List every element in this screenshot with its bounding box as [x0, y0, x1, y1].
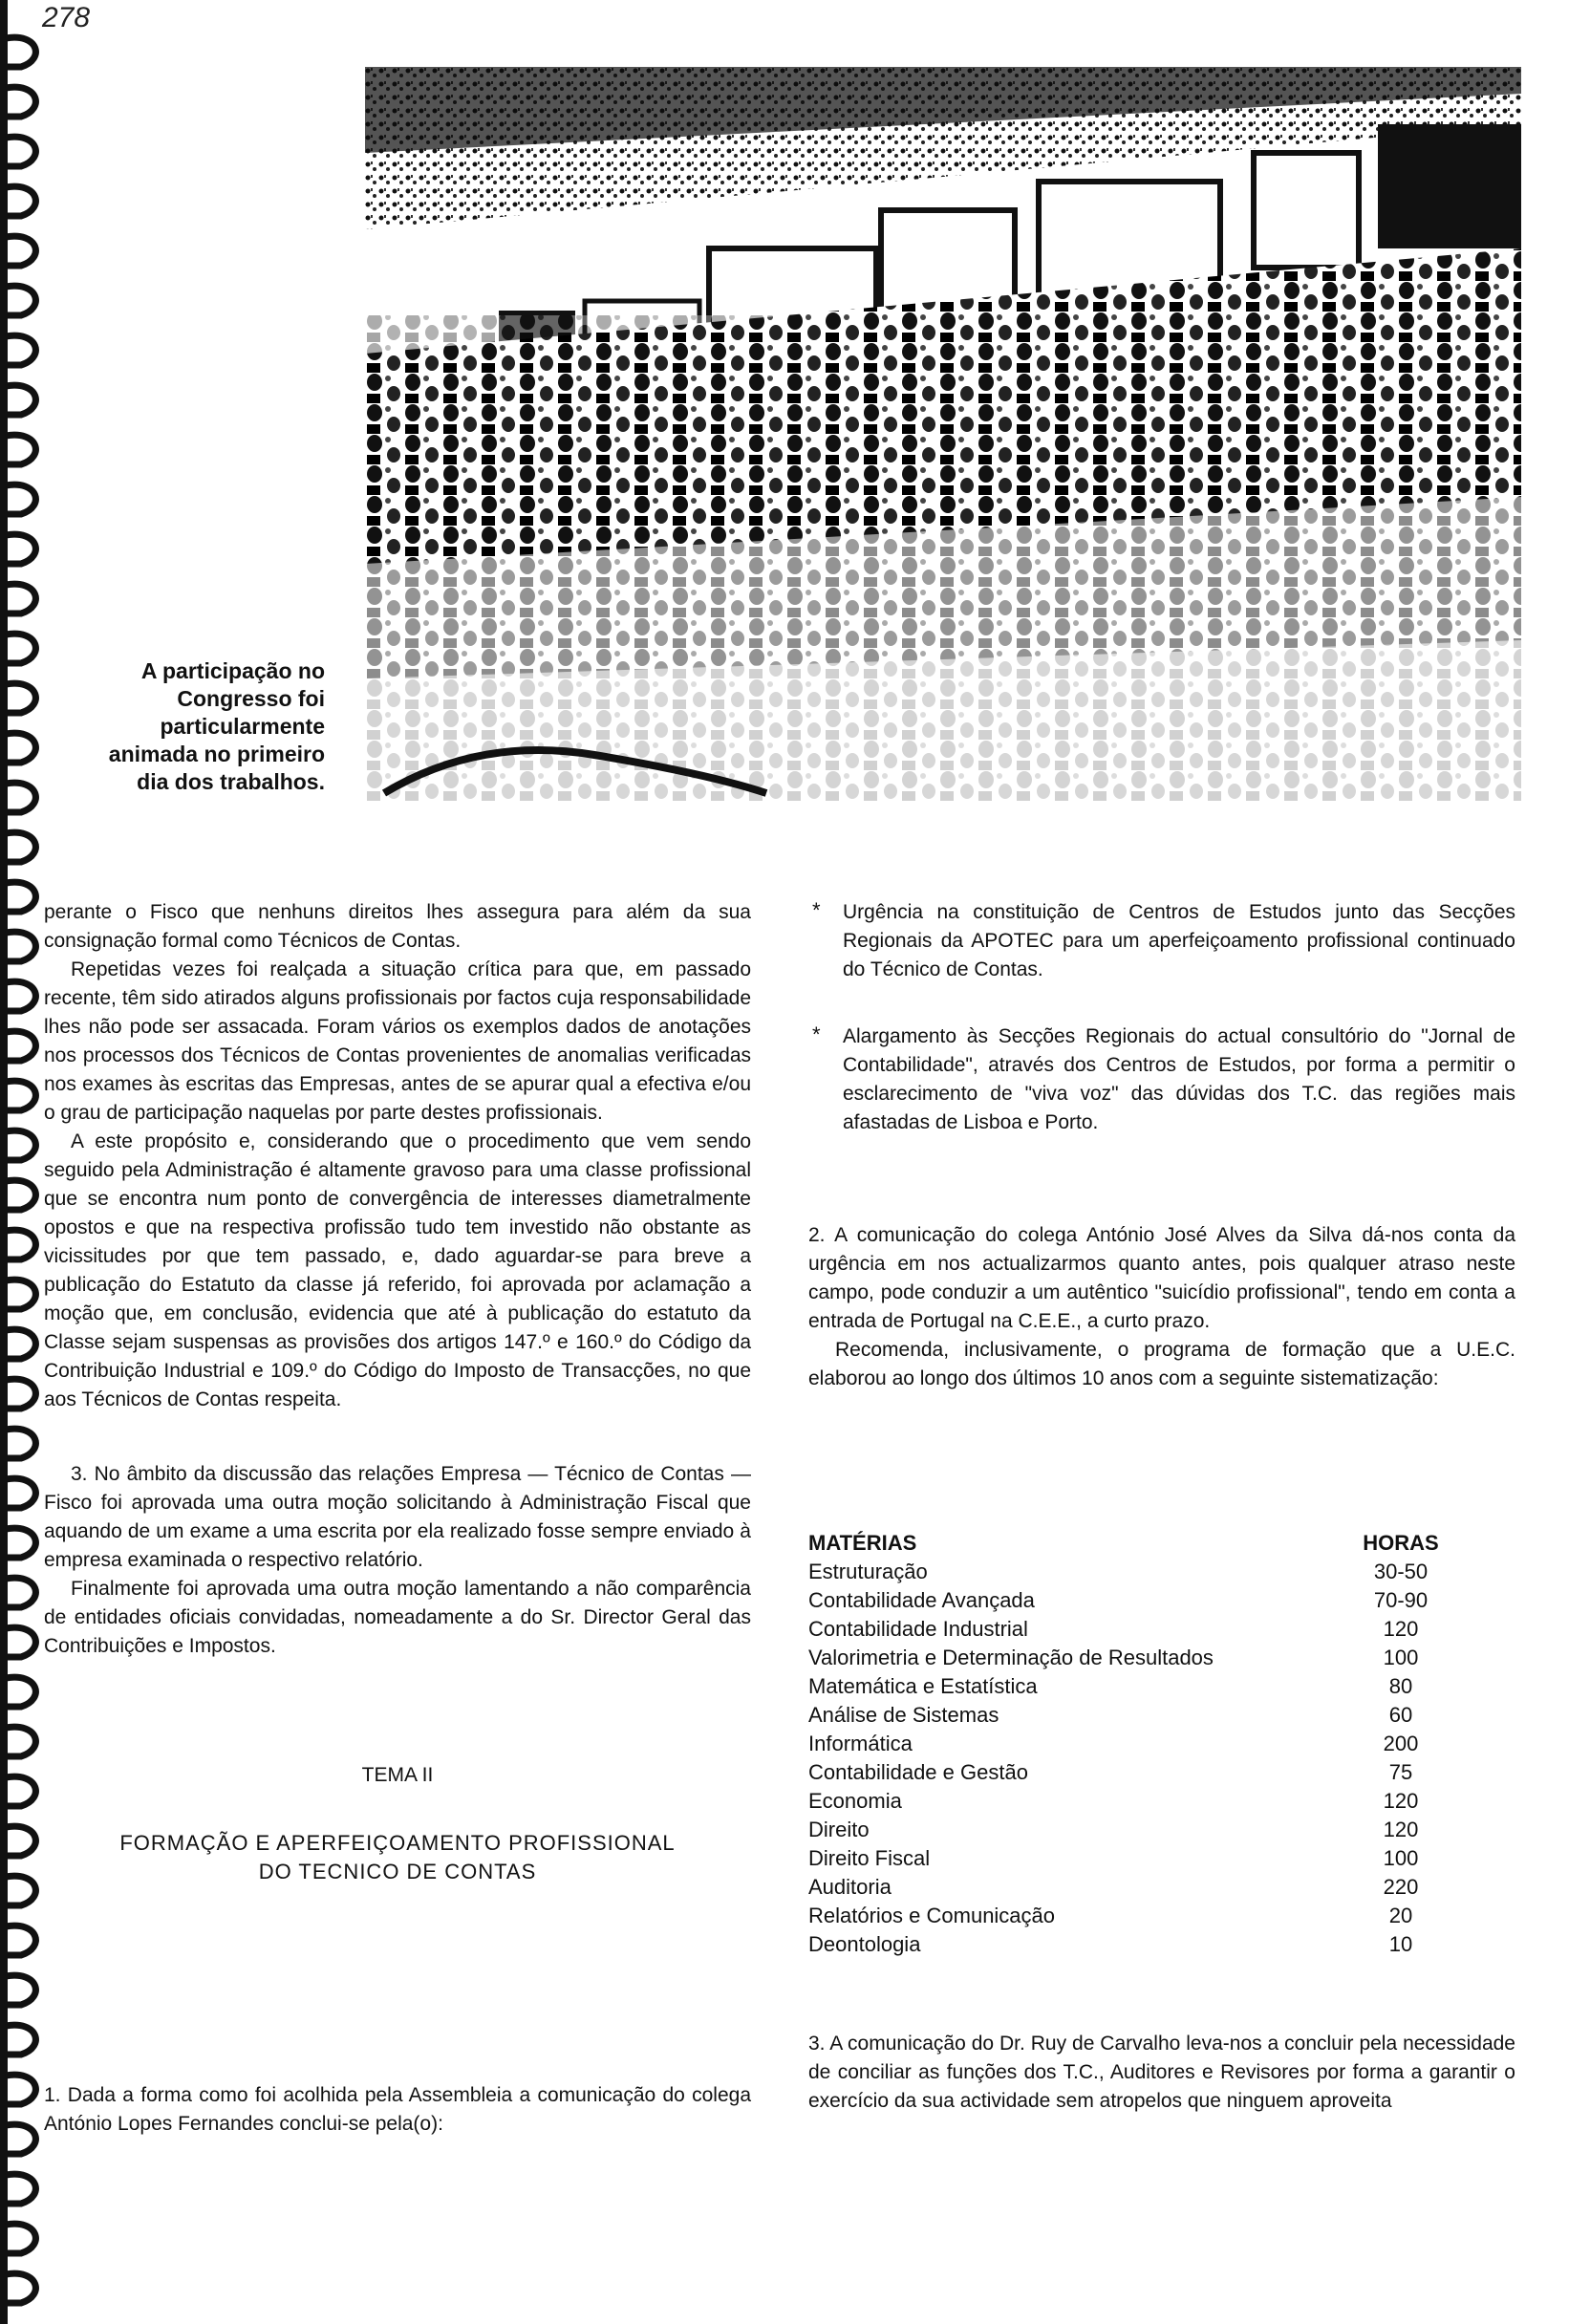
- bullet-icon: *: [812, 1022, 821, 1046]
- bullet-item-1: [808, 898, 1515, 984]
- left-column-end: [44, 2081, 751, 2139]
- spiral-loop: [6, 87, 35, 117]
- spiral-loop: [6, 2075, 35, 2104]
- right-paragraph-2: Recomenda, inclusivamente, o programa de formação que a U.E.C. elaborou ao longo dos últimos 10 anos com a seguinte sistematização:: [808, 1339, 1515, 1389]
- table-cell-materia: Deontologia: [808, 1932, 921, 1956]
- section-label: TEMA II: [361, 1764, 434, 1786]
- spiral-loop: [6, 1528, 35, 1558]
- left-column: [44, 898, 751, 1886]
- table-cell-materia: Auditoria: [808, 1875, 892, 1899]
- table-cell-materia: Contabilidade e Gestão: [808, 1760, 1028, 1784]
- spiral-loop: [6, 1230, 35, 1259]
- left-paragraph-5: Finalmente foi aprovada uma outra moção lamentando a não comparência de entidades oficiais convidadas, nomeadamente a do Sr. Director Geral das Contribuições e Impostos.: [44, 1578, 751, 1657]
- spiral-loop: [6, 1627, 35, 1657]
- table-cell-materia: Valorimetria e Determinação de Resultados: [808, 1646, 1214, 1669]
- photo-caption: A participação no Congresso foi particularmente animada no primeiro dia dos trabalhos.: [108, 658, 325, 794]
- table-cell-materia: Direito Fiscal: [808, 1846, 931, 1870]
- spiral-loop: [6, 137, 35, 166]
- spiral-loop: [6, 1975, 35, 2005]
- table-row: [808, 1816, 1458, 1844]
- bullet-item-2: [808, 1022, 1515, 1137]
- right-paragraph-3: 3. A comunicação do Dr. Ruy de Carvalho leva-nos a concluir pela necessidade de conciliar as funções dos T.C., Auditores e Revisores por forma a garantir o exercício da sua actividade sem atropelos que ninguem aproveita: [808, 2033, 1515, 2112]
- spiral-loop: [6, 2174, 35, 2204]
- table-cell-horas: 20: [1388, 1904, 1413, 1927]
- spiral-loop: [6, 2273, 35, 2303]
- spiral-loop: [6, 1329, 35, 1359]
- spiral-loop: [6, 335, 35, 365]
- table-cell-materia: Relatórios e Comunicação: [808, 1904, 1056, 1927]
- bullet-text-1: Urgência na constituição de Centros de Estudos junto das Secções Regionais da APOTEC para um aperfeiçoamento profissional continuado do Técnico de Contas.: [843, 901, 1515, 980]
- left-paragraph-2: Repetidas vezes foi realçada a situação crítica para que, em passado recente, têm sido atirados alguns profissionais por factos cuja responsabilidade lhes não pode ser assacada. Foram vários os exemplos dados de anotações nos processos dos Técnicos de Contas provenientes de anomalias verificadas nos exames às escritas das Empresas, antes de se apurar qual a efectiva e/ou o grau de participação naquelas por parte destes profissionais.: [44, 958, 751, 1124]
- table-cell-horas: 30-50: [1373, 1560, 1429, 1583]
- table-row: [808, 1873, 1458, 1902]
- left-paragraph-3: A este propósito e, considerando que o procedimento que vem sendo seguido pela Administração é altamente gravoso para uma classe profissional que se encontra num ponto de convergência de interesses diametralmente opostos e que na respectiva profissão tudo tem investido não obstante as vicissitudes por que tem passado, e, dado aguardar-se para breve a publicação do Estatuto da classe já referido, foi aprovada por aclamação a moção que, em conclusão, evidencia que até à publicação do estatuto da Classe sejam suspensas as provisões dos artigos 147.º e 160.º do Código da Contribuição Industrial e 109.º do Código do Imposto de Transacções, no que aos Técnicos de Contas respeita.: [44, 1130, 751, 1410]
- spiral-loop: [6, 186, 35, 216]
- table-row: [808, 1730, 1458, 1758]
- spiral-loop: [6, 1677, 35, 1707]
- table-row: [808, 1586, 1458, 1615]
- spiral-loop: [6, 385, 35, 415]
- spiral-loop: [6, 1826, 35, 1856]
- header-materias: MATÉRIAS: [808, 1531, 917, 1555]
- table-header: [808, 1529, 1458, 1558]
- table-row: [808, 1902, 1458, 1930]
- bullet-text-2: Alargamento às Secções Regionais do actual consultório do "Jornal de Contabilidade", através dos Centros de Estudos, por forma a permitir o esclarecimento de "viva voz" das dúvidas dos T.C. das regiões mais afastadas de Lisboa e Porto.: [843, 1025, 1515, 1133]
- table-cell-horas: 60: [1388, 1703, 1413, 1727]
- spiral-loop: [6, 1776, 35, 1806]
- spiral-loop: [6, 236, 35, 266]
- page-number: 278: [42, 2, 91, 33]
- table-row: [808, 1701, 1458, 1730]
- spiral-loop: [6, 1280, 35, 1309]
- spiral-loop: [6, 1081, 35, 1110]
- spiral-loop: [6, 733, 35, 763]
- table-row: [808, 1615, 1458, 1644]
- table-cell-horas: 120: [1383, 1617, 1419, 1641]
- table-cell-horas: 200: [1383, 1732, 1419, 1755]
- table-row: [808, 1844, 1458, 1873]
- left-paragraph-6: 1. Dada a forma como foi acolhida pela Assembleia a comunicação do colega António Lopes Fernandes conclui-se pela(o):: [44, 2084, 751, 2135]
- spiral-loop: [6, 2124, 35, 2154]
- spiral-loop: [6, 1478, 35, 1508]
- table-cell-horas: 75: [1388, 1760, 1413, 1784]
- spiral-loop: [6, 435, 35, 464]
- table-cell-horas: 120: [1383, 1789, 1419, 1813]
- right-column-end: [808, 2030, 1515, 2116]
- spiral-loop: [6, 882, 35, 912]
- spiral-loop: [6, 2224, 35, 2253]
- table-row: [808, 1930, 1458, 1959]
- table-cell-horas: 70-90: [1373, 1588, 1429, 1612]
- table-cell-horas: 100: [1383, 1846, 1419, 1870]
- left-paragraph-1: perante o Fisco que nenhuns direitos lhes assegura para além da sua consignação formal como Técnicos de Contas.: [44, 901, 751, 952]
- spiral-loop: [6, 783, 35, 812]
- spiral-loop: [6, 832, 35, 862]
- course-table: [808, 1529, 1458, 1959]
- spiral-loop: [6, 981, 35, 1011]
- congress-audience-photo-icon: [365, 67, 1521, 801]
- table-cell-horas: 80: [1388, 1674, 1413, 1698]
- table-row: [808, 1787, 1458, 1816]
- spiral-loop: [6, 1130, 35, 1160]
- spiral-loop: [6, 1180, 35, 1210]
- table-cell-materia: Contabilidade Avançada: [808, 1588, 1035, 1612]
- table-cell-materia: Contabilidade Industrial: [808, 1617, 1028, 1641]
- spiral-loop: [6, 634, 35, 663]
- header-horas: HORAS: [1363, 1531, 1439, 1555]
- table-cell-materia: Matemática e Estatística: [808, 1674, 1038, 1698]
- spiral-loop: [6, 2025, 35, 2055]
- table-cell-materia: Economia: [808, 1789, 902, 1813]
- spiral-loop: [6, 286, 35, 315]
- table-cell-materia: Direito: [808, 1818, 870, 1841]
- spiral-loop: [6, 1031, 35, 1061]
- spiral-loop: [6, 534, 35, 564]
- table-cell-materia: Informática: [808, 1732, 913, 1755]
- spiral-loop: [6, 1578, 35, 1607]
- spiral-loop: [6, 584, 35, 613]
- section-title-line-1: FORMAÇÃO E APERFEIÇOAMENTO PROFISSIONAL: [119, 1831, 676, 1855]
- spiral-loop: [6, 1727, 35, 1756]
- section-title: [44, 1829, 751, 1886]
- right-column: [808, 898, 1515, 1393]
- table-cell-horas: 10: [1388, 1932, 1413, 1956]
- spiral-loop: [6, 932, 35, 961]
- congress-photo: [365, 67, 1521, 801]
- spiral-loop: [6, 37, 35, 67]
- spiral-loop: [6, 1429, 35, 1458]
- spiral-loop: [6, 1379, 35, 1409]
- table-row: [808, 1672, 1458, 1701]
- spiral-loop: [6, 683, 35, 713]
- spiral-loop: [6, 484, 35, 514]
- table-cell-materia: Estruturação: [808, 1560, 928, 1583]
- table-row: [808, 1558, 1458, 1586]
- right-paragraph-1: 2. A comunicação do colega António José Alves da Silva dá-nos conta da urgência em nos actualizarmos quanto antes, pois qualquer atraso neste campo, pode conduzir a um autêntico "suicídio profissional", tendo em conta a entrada de Portugal na C.E.E., a curto prazo.: [808, 1224, 1515, 1332]
- table-cell-horas: 220: [1383, 1875, 1419, 1899]
- table-cell-materia: Análise de Sistemas: [808, 1703, 999, 1727]
- table-row: [808, 1644, 1458, 1672]
- table-row: [808, 1758, 1458, 1787]
- table-cell-horas: 100: [1383, 1646, 1419, 1669]
- left-paragraph-4: 3. No âmbito da discussão das relações Empresa — Técnico de Contas — Fisco foi aprovada uma outra moção solicitando à Administração Fiscal que aquando de um exame a uma escrita por ela realizado fosse sempre enviado à empresa examinada o respectivo relatório.: [44, 1463, 751, 1571]
- section-title-line-2: DO TECNICO DE CONTAS: [258, 1860, 537, 1883]
- bullet-icon: *: [812, 898, 821, 922]
- table-cell-horas: 120: [1383, 1818, 1419, 1841]
- spiral-loop: [6, 1926, 35, 1955]
- spiral-loop: [6, 1876, 35, 1905]
